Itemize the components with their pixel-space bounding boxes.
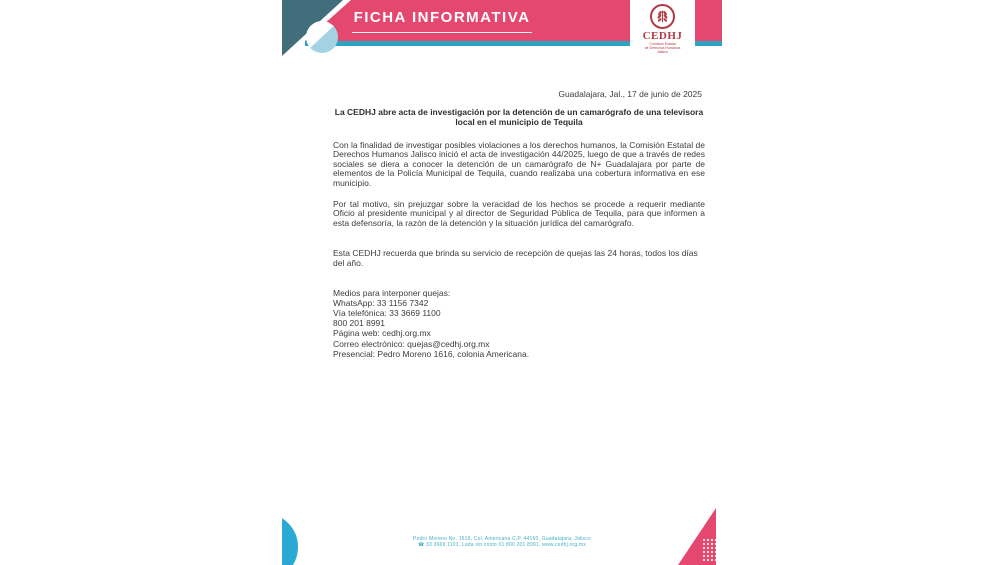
contact-line-phone: Vía telefónica: 33 3669 1100 <box>333 307 441 318</box>
contact-line-inperson: Presencial: Pedro Moreno 1616, colonia Americana. <box>333 348 530 359</box>
paragraph-3: Esta CEDHJ recuerda que brinda su servicio de recepción de quejas las 24 horas, todos los días del año. <box>333 248 698 268</box>
cedhj-logo-org-line3: Jalisco <box>657 50 668 54</box>
cedhj-emblem-icon <box>650 4 675 29</box>
banner-title: FICHA INFORMATIVA <box>353 9 531 26</box>
contact-line-website: Página web: cedhj.org.mx <box>333 328 431 339</box>
phone-icon: ☎ <box>418 541 425 548</box>
footer-phone-line-wrap <box>282 543 722 549</box>
footer-address-line: Pedro Moreno No. 1616, Col. Americana C.P. 44160, Guadalajara, Jalisco <box>413 536 591 542</box>
dateline: Guadalajara, Jal., 17 de junio de 2025 <box>558 89 702 99</box>
header-split-circle-decoration <box>306 21 338 53</box>
contact-line-whatsapp: WhatsApp: 33 1156 7342 <box>333 297 429 308</box>
footer-phone-line: 33 3669 1101, Lada sin costo 01 800 201 8991, www.cedhj.org.mx <box>426 541 586 548</box>
document-title: La CEDHJ abre acta de investigación por la detención de un camarógrafo de una televisora local en el municipio de Tequila <box>334 107 704 127</box>
cedhj-logo-org-line2: de Derechos Humanos <box>644 46 681 50</box>
banner-underline <box>352 32 532 33</box>
contact-line-email: Correo electrónico: quejas@cedhj.org.mx <box>333 338 490 349</box>
document-content <box>333 90 705 359</box>
contact-line-tollfree: 800 201 8991 <box>333 318 385 329</box>
footer-address-block <box>282 537 722 548</box>
contact-line-heading: Medios para interponer quejas: <box>333 287 451 298</box>
paragraph-2: Por tal motivo, sin prejuzgar sobre la veracidad de los hechos se procede a requerir mediante Oficio al presidente municipal y al director de Seguridad Pública de Tequila, para que informen a esta defensoría, la razón de la detención y la situación jurídica del camarógrafo. <box>333 198 705 228</box>
cedhj-logo-org-line1: Comisión Estatal <box>649 42 676 46</box>
paragraph-1: Con la finalidad de investigar posibles violaciones a los derechos humanos, la Comisión Estatal de Derechos Humanos Jalisco inició el acta de investigación 44/2025, luego de que a través de redes sociales se diera a conocer la detención de un camarógrafo de N+ Guadalajara por parte de elementos de la Policía Municipal de Tequila, cuando realizaba una cobertura informativa en ese municipio. <box>333 139 705 188</box>
complaint-contact-list <box>333 288 705 359</box>
cedhj-logo <box>630 0 695 62</box>
document-page <box>282 0 722 565</box>
cedhj-logo-acronym: CEDHJ <box>642 30 683 42</box>
